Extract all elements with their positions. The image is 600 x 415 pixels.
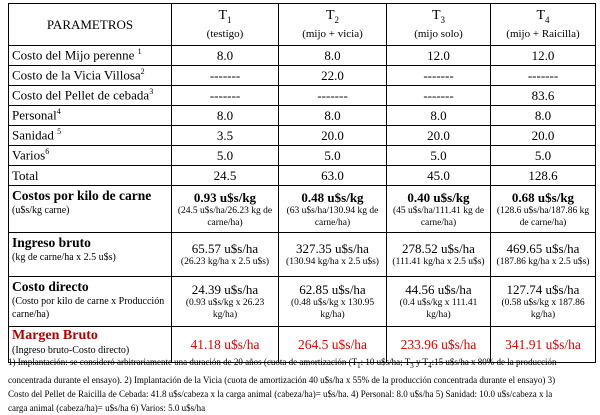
- footnote-line-2: concentrada durante el ensayo). 2) Implantación de la Vicia (cuota de amortización 40 u$s/ha x 55% de la producción concentrada durante el ensayo) 3): [8, 374, 556, 385]
- row-ingreso-bruto: Ingreso bruto (kg de carne/ha x 2.5 u$s) 65.57 u$s/ha (26.23 kg/ha x 2.5 u$s) 327.35 u$s/ha (130.94 kg/ha x 2.5 u$s) 278.52 u$s/ha (111.41 kg/ha x 2.5 u$s) 469.65 u$s/ha (187.86 kg/ha x 2.5 u$s): [9, 233, 596, 277]
- cost-table: [8, 3, 596, 363]
- row-costo-directo: Costo directo (Costo por kilo de carne x Producción carne/ha) 24.39 u$s/ha (0.93 u$s/kg x 26.23 kg/ha) 62.85 u$s/ha (0.48 u$s/kg x 130.95 kg/ha) 44.56 u$s/ha (0.4 u$s/kg x 111.41 kg/ha) 127.74 u$s/ha (0.58 u$s/kg x 187.86 kg/ha): [9, 277, 596, 327]
- row-total: Total 24.5 63.0 45.0 128.6: [9, 166, 596, 186]
- footnote-line-3: Costo del Pellet de Raicilla de Cebada: 41.8 u$s/cabeza x la carga animal (cabeza/ha)= u$s/ha. 4) Personal: 8.0 u$s/ha 5) Sanidad: 10.0 u$s/cabeza x la: [8, 388, 553, 399]
- header-parametros: PARAMETROS: [9, 4, 172, 46]
- margen-t3: 233.96 u$s/ha: [387, 327, 491, 363]
- row-costo-pellet: Costo del Pellet de cebada$^3$ ------- ------- ------- 83.6: [9, 86, 596, 106]
- header-t4: $T_4$ (mijo + Raicilla): [491, 4, 596, 46]
- row-costo-vicia: Costo de la Vicia Villosa$^2$ ------- 22.0 ------- -------: [9, 66, 596, 86]
- row-varios: Varios$^6$ 5.0 5.0 5.0 5.0: [9, 146, 596, 166]
- margen-t4: 341.91 u$s/ha: [491, 327, 596, 363]
- footnote-line-1: 1) Implantación: se consideró arbitrariamente una duración de 20 años (cuota de amortización ($T_1$: 10 u$s/ha; $T_3$ y $T_4:15$ u$s/ha x 80% de la producción: [8, 357, 557, 370]
- row-personal: Personal$^4$ 8.0 8.0 8.0 8.0: [9, 106, 596, 126]
- header-t3: $T_3$ (mijo solo): [387, 4, 491, 46]
- row-costo-mijo: Costo del Mijo perenne $^1$ 8.0 8.0 12.0 12.0: [9, 46, 596, 66]
- row-sanidad: Sanidad $^5$ 3.5 20.0 20.0 20.0: [9, 126, 596, 146]
- footnotes: [8, 355, 595, 415]
- header-t2: $T_2$ (mijo + vicia): [279, 4, 387, 46]
- row-costos-por-kilo: Costos por kilo de carne (u$s/kg carne) 0.93 u$s/kg (24.5 u$s/ha/26.23 kg de carne/ha) 0.48 u$s/kg (63 u$s/ha/130.94 kg de carne/ha) 0.40 u$s/kg (45 u$s/ha/111.41 kg de carne/ha) 0.68 u$s/kg (128.6 u$s/ha/187.86 kg de carne/ha): [9, 186, 596, 233]
- header-t1: $T_1$ (testigo): [172, 4, 279, 46]
- margen-t2: 264.5 u$s/ha: [279, 327, 387, 363]
- margen-t1: 41.18 u$s/ha: [172, 327, 279, 363]
- footnote-line-4: carga animal (cabeza/ha)= u$s/ha 6) Varios: 5.0 u$s/ha: [8, 402, 206, 413]
- row-margen-bruto: Margen Bruto (Ingreso bruto-Costo directo) 41.18 u$s/ha 264.5 u$s/ha 233.96 u$s/ha 341.91 u$s/ha: [9, 327, 596, 363]
- header-row: [9, 4, 596, 46]
